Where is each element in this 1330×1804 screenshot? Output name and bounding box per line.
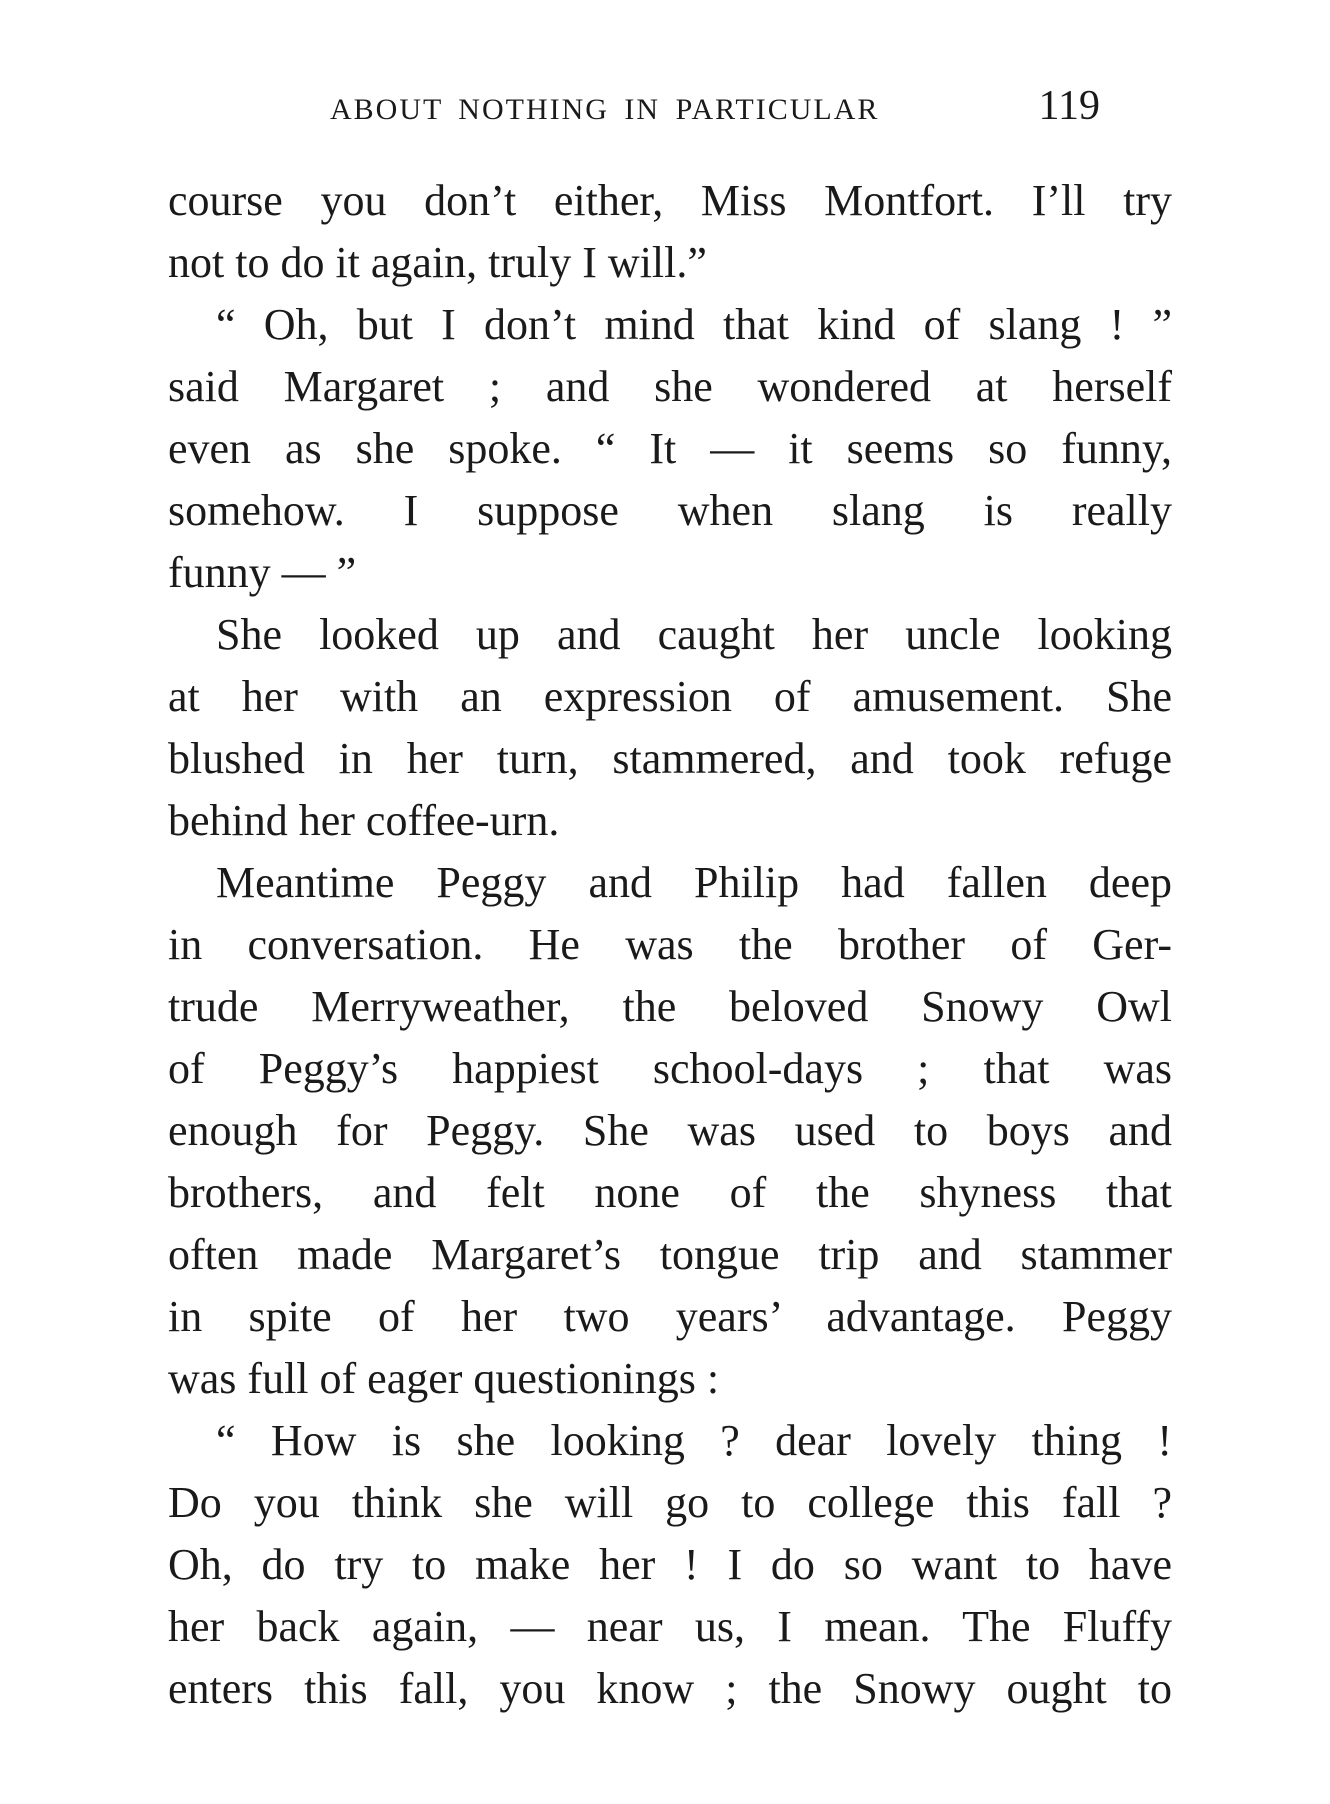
body-text: [168, 170, 1172, 1720]
text-line: her back again, — near us, I mean. The Fluffy: [168, 1602, 1172, 1651]
text-line: enters this fall, you know ; the Snowy ought to: [168, 1664, 1172, 1713]
text-line: brothers, and felt none of the shyness that: [168, 1168, 1172, 1217]
text-line: said Margaret ; and she wondered at herself: [168, 362, 1172, 411]
text-line: blushed in her turn, stammered, and took refuge: [168, 734, 1172, 783]
text-line: Meantime Peggy and Philip had fallen deep: [216, 858, 1172, 907]
text-line: She looked up and caught her uncle looking: [216, 610, 1172, 659]
text-line: behind her coffee-urn.: [168, 796, 560, 845]
text-line: Oh, do try to make her ! I do so want to have: [168, 1540, 1172, 1589]
running-title: ABOUT NOTHING IN PARTICULAR: [330, 93, 880, 126]
text-line: funny — ”: [168, 548, 357, 597]
text-line: was full of eager questionings :: [168, 1354, 720, 1403]
text-line: course you don’t either, Miss Montfort. I’ll try: [168, 176, 1172, 225]
text-line: trude Merryweather, the beloved Snowy Owl: [168, 982, 1172, 1031]
text-line: enough for Peggy. She was used to boys and: [168, 1106, 1172, 1155]
text-line: “ How is she looking ? dear lovely thing !: [216, 1416, 1172, 1465]
text-line: of Peggy’s happiest school-days ; that was: [168, 1044, 1172, 1093]
text-line: in spite of her two years’ advantage. Peggy: [168, 1292, 1172, 1341]
text-line: often made Margaret’s tongue trip and stammer: [168, 1230, 1172, 1279]
text-line: at her with an expression of amusement. She: [168, 672, 1172, 721]
text-line: not to do it again, truly I will.”: [168, 238, 707, 287]
text-line: in conversation. He was the brother of Ger-: [168, 920, 1172, 969]
text-line: “ Oh, but I don’t mind that kind of slang ! ”: [216, 300, 1172, 349]
text-line: Do you think she will go to college this fall ?: [168, 1478, 1172, 1527]
page-number: 119: [1038, 83, 1100, 129]
text-line: somehow. I suppose when slang is really: [168, 486, 1172, 535]
text-line: even as she spoke. “ It — it seems so funny,: [168, 424, 1172, 473]
running-head: [330, 82, 1100, 138]
